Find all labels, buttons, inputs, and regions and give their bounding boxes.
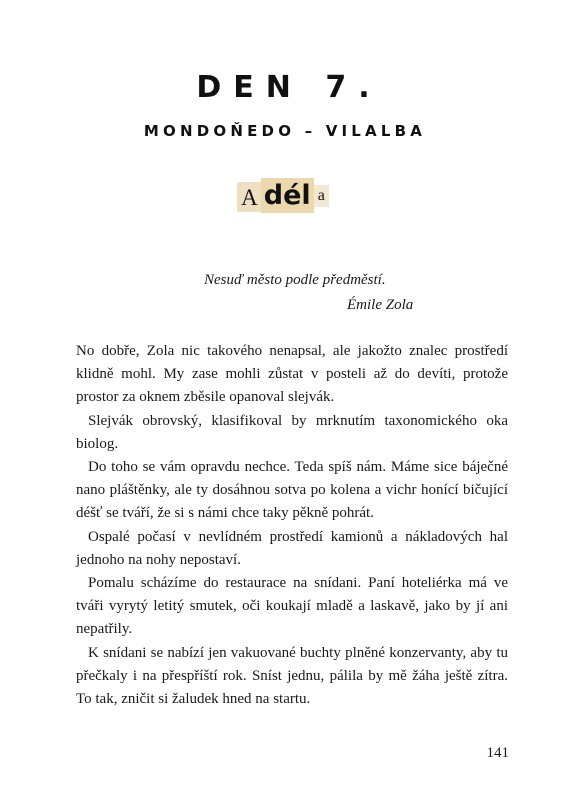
paragraph: Do toho se vám opravdu nechce. Teda spíš nám. Máme sice báječné nano pláštěnky, ale ty dosáhnou sotva po kolena a vichr honící bičující déšť se tváří, že si s námi chce taky pěkně pohrát. <box>76 459 508 522</box>
paragraph: K snídani se nabízí jen vakuované buchty plněné konzervanty, aby tu přečkaly i na přespříští rok. Sníst jednu, pálila by mě žáha ještě zítra. To tak, zničit si žaludek hned na startu. <box>76 644 508 708</box>
clipping-letter: A <box>237 182 261 212</box>
name-ransom-clipping <box>0 178 566 213</box>
chapter-subtitle: MONDOŇEDO – VILALBA <box>143 122 427 140</box>
page-number: 141 <box>486 745 509 761</box>
paragraph: Slejvák obrovský, klasifikoval by mrknutím taxonomického oka biolog. <box>76 412 508 452</box>
epigraph-author: Émile Zola <box>347 297 414 313</box>
clipping-letter: a <box>314 185 329 207</box>
body-text <box>76 340 508 711</box>
paragraph: No dobře, Zola nic takového nenapsal, ale jakožto znalec prostředí klidně mohl. My zase mohli zůstat v posteli až do devíti, protože prostor za oknem zběsile opanoval slejvák. <box>76 343 508 406</box>
paragraph: Ospalé počasí v nevlídném prostředí kamionů a nákladových hal jednoho na nohy nepostaví. <box>76 528 508 568</box>
clipping-letters: dél <box>261 178 314 213</box>
epigraph-quote: Nesuď město podle předměstí. <box>204 272 386 288</box>
chapter-title: DEN 7. <box>196 70 382 105</box>
paragraph: Pomalu scházíme do restaurace na snídani. Paní hoteliérka má ve tváři vyrytý letitý smutek, oči koukají mladě a laskavě, jako by jí ani nepatřily. <box>76 575 508 638</box>
